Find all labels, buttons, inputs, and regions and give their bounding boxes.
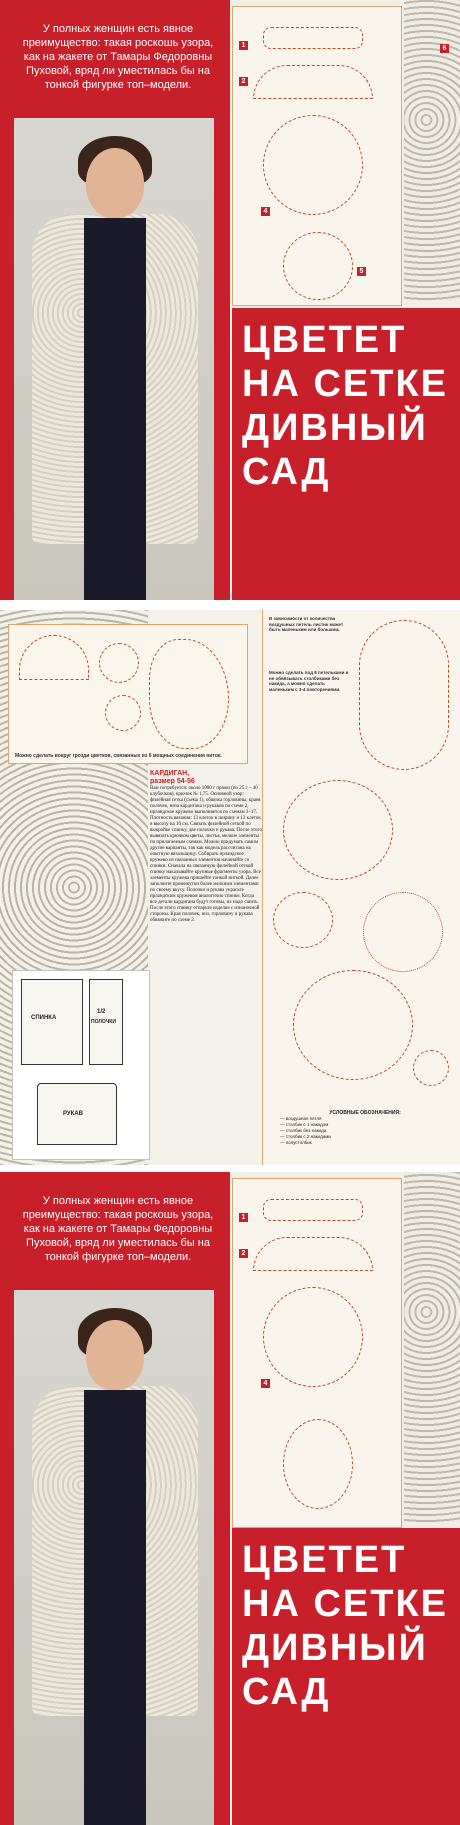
- back-label: СПИНКА: [31, 1015, 57, 1021]
- diagram-number: 4: [261, 1379, 270, 1388]
- diagram-note: В зависимости от количества воздушных петель листик может быть маленьким или большим.: [269, 616, 344, 632]
- legend-item: — столбик с 2 накидами: [280, 1134, 331, 1139]
- legend-item: — полустолбик: [280, 1140, 312, 1145]
- crochet-diagram-panel: [8, 624, 248, 764]
- headline-line: НА СЕТКЕ: [242, 363, 448, 405]
- symbol-legend: [280, 1110, 450, 1146]
- diagram-fan: [19, 635, 89, 680]
- diagram-border: [263, 1199, 363, 1221]
- diagram-flower: [263, 1287, 363, 1387]
- magazine-page-pattern: [0, 610, 460, 1165]
- pattern-heading: КАРДИГАН,: [150, 770, 190, 777]
- diagram-flower: [273, 892, 333, 948]
- crochet-diagram-panel: [232, 1178, 402, 1528]
- diagram-note: Можно сделать под 8 петельками и не обвязывать столбиками без накида, а можно сделать маленьким с 3-4 повторениями.: [269, 670, 349, 692]
- dark-dress: [84, 1390, 146, 1825]
- diagram-motif: [283, 780, 393, 880]
- front-fraction: 1/2: [97, 1009, 106, 1015]
- back-piece: [21, 979, 83, 1065]
- pattern-body: Вам потребуется: около 1000 г пряжи (по 25 г – 40 клубочков), крючок № 1,75. Основной узор: филейная сетка (схема 1), обвязка горловины, краев полочек, низа кардигана и рукавов по схеме 2, ирландское кружево выполняется по схемам 3–17. Плотность вязания: 13 клеток в ширину и 13 клеток в высоту на 10 см. Связать филейной сеткой по выкройке спинку, две полочки и рукава. После этого вывязать крючком цветы, листья, мелкие элементы по прилагаемым схемам. Можно придумать самим другие варианты, так как модель рассчитана на опытную вязальщицу. Собирать ирландское кружево из связанных элементов начинайте со спинки. Сначала на связанную филейной сеткой спинку накалывайте крупные фрагменты узора. Все элементы кружева пришейте тонкой ниткой. Далее заполните промежутки более мелкими элементами по своему вкусу. Полочки и рукава украсьте ирландским кружевом аналогично спинке. Когда все детали кардигана будут готовы, их надо сшить. После этого спинку отпарьте изделие с изнаночной стороны. Края полочек, низ, горловину и рукава обвяжите по схеме 2.: [150, 786, 262, 923]
- diagram-border: [263, 27, 363, 49]
- pattern-instructions: [150, 770, 262, 1070]
- headline-line: НА СЕТКЕ: [242, 1583, 448, 1625]
- diagram-spiral: [149, 639, 229, 749]
- diagram-flower: [263, 115, 363, 215]
- headline-line: САД: [242, 451, 331, 493]
- headline-line: САД: [242, 1671, 331, 1713]
- crochet-diagram-panel: [262, 610, 460, 1165]
- headline-line: ЦВЕТЕТ: [242, 1539, 407, 1581]
- headline-line: ДИВНЫЙ: [242, 407, 428, 449]
- front-label: ПОЛОЧКИ: [91, 1019, 116, 1025]
- face: [86, 148, 144, 218]
- diagram-flower: [105, 695, 141, 731]
- legend-title: УСЛОВНЫЕ ОБОЗНАЧЕНИЯ:: [329, 1110, 401, 1116]
- diagram-rose: [283, 1419, 353, 1509]
- pattern-size: размер 54-56: [150, 778, 195, 785]
- legend-item: — столбик с 1 накидом: [280, 1122, 329, 1127]
- headline-line: ЦВЕТЕТ: [242, 319, 407, 361]
- diagram-number: 1: [239, 41, 248, 50]
- diagram-number: 5: [357, 267, 366, 276]
- intro-text: У полных женщин есть явное преимущество: такая роскошь узора, как на жакете от Тамары Федоровны Пуховой, вряд ли уместилась бы на тонкой фигурке топ–модели.: [22, 23, 214, 91]
- diagram-arc: [253, 65, 373, 99]
- diagram-small-flower: [413, 1050, 449, 1086]
- model-photo: [14, 118, 214, 600]
- magazine-page-cover-repeat: [0, 1172, 460, 1825]
- lace-detail-photo: [404, 1172, 460, 1522]
- diagram-star: [363, 892, 443, 972]
- headline-block: [232, 1528, 460, 1825]
- face: [86, 1320, 144, 1390]
- diagram-number: 6: [440, 44, 449, 53]
- diagram-rose: [283, 232, 353, 300]
- diagram-caption: Можно сделать вокруг грозди цветков, связанных из 6 мощных соединения ниток.: [15, 753, 222, 759]
- legend-item: — воздушная петля: [280, 1116, 322, 1121]
- legend-item: — столбик без накида: [280, 1128, 327, 1133]
- model-photo: [14, 1290, 214, 1825]
- diagram-large-motif: [293, 970, 413, 1080]
- intro-text: У полных женщин есть явное преимущество: такая роскошь узора, как на жакете от Тамары Федоровны Пуховой, вряд ли уместилась бы на тонкой фигурке топ–модели.: [22, 1195, 214, 1263]
- diagram-number: 2: [239, 77, 248, 86]
- diagram-flower: [99, 643, 139, 683]
- sleeve-label: РУКАВ: [63, 1111, 83, 1117]
- diagram-number: 2: [239, 1249, 248, 1258]
- dark-dress: [84, 218, 146, 600]
- diagram-number: 4: [261, 207, 270, 216]
- headline-line: ДИВНЫЙ: [242, 1627, 428, 1669]
- diagram-leaf: [359, 620, 449, 770]
- headline-block: [232, 308, 460, 600]
- diagram-arc: [253, 1237, 373, 1271]
- magazine-page-cover: [0, 0, 460, 600]
- lace-detail-photo: [404, 0, 460, 300]
- garment-schematic: [12, 970, 150, 1160]
- diagram-number: 1: [239, 1213, 248, 1222]
- crochet-diagram-panel: [232, 6, 402, 306]
